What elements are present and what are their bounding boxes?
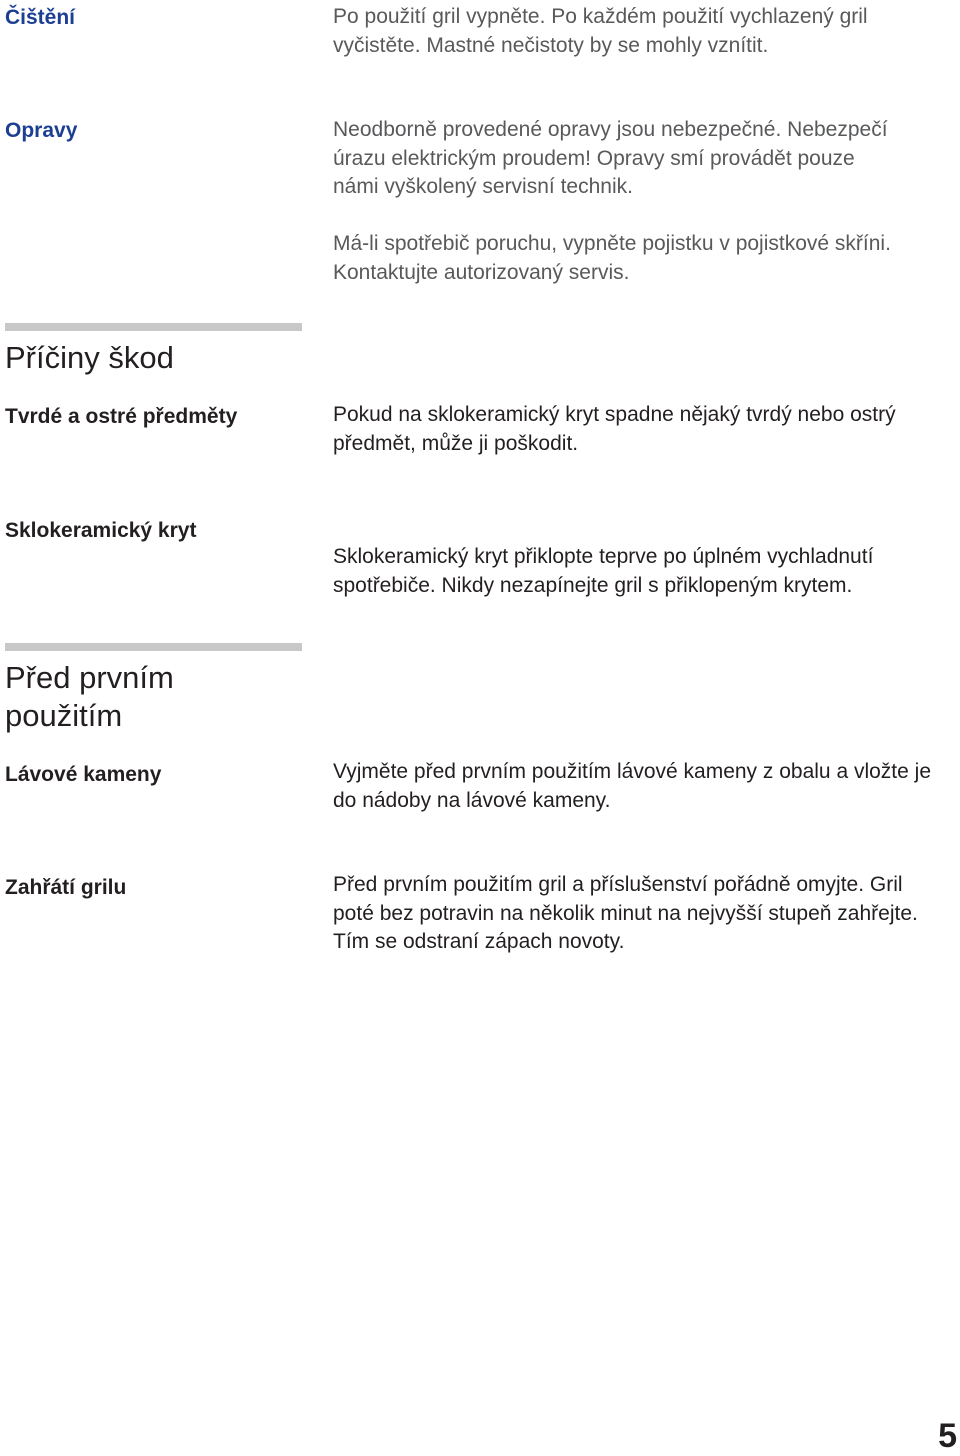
hard-objects-label: Tvrdé a ostré předměty: [5, 405, 238, 428]
heating-label: Zahřátí grilu: [5, 876, 127, 899]
heating-paragraph: Před prvním použitím gril a příslušenství pořádně omyjte. Gril poté bez potravin na několik minut na nejvyšší stupeň zahřejte. Tím se odstraní zápach novoty.: [333, 873, 918, 953]
damage-heading: Příčiny škod: [5, 340, 174, 375]
section-divider-first-use: [5, 643, 302, 651]
lava-stones-text: [333, 758, 955, 815]
first-use-heading-line-1: Před prvním: [5, 660, 174, 695]
hard-objects-line-1: Pokud na sklokeramický kryt spadne nějaký tvrdý nebo ostrý: [333, 403, 896, 426]
cover-label: Sklokeramický kryt: [5, 519, 197, 542]
cover-text: [333, 543, 955, 600]
cleaning-label: Čištění: [5, 6, 76, 29]
lava-stones-label: Lávové kameny: [5, 763, 162, 786]
lava-stones-paragraph: Vyjměte před prvním použitím lávové kameny z obalu a vložte je do nádoby na lávové kameny.: [333, 760, 931, 812]
hard-objects-line-2: předmět, může ji poškodit.: [333, 431, 579, 455]
section-divider-damage: [5, 323, 302, 331]
page-number: 5: [938, 1417, 957, 1455]
repairs-paragraph-2: Má-li spotřebič poruchu, vypněte pojistku v pojistkové skříni. Kontaktujte autorizovaný servis.: [333, 232, 891, 284]
heating-text: [333, 871, 955, 957]
hard-objects-text: [333, 401, 955, 458]
cleaning-paragraph: Po použití gril vypněte. Po každém použití vychlazený gril vyčistěte. Mastné nečistoty by se mohly vznítit.: [333, 5, 868, 57]
repairs-text-2: [333, 230, 955, 287]
repairs-label: Opravy: [5, 119, 78, 142]
repairs-text-1: [333, 116, 955, 202]
first-use-heading-line-2: použitím: [5, 698, 123, 733]
cover-paragraph: Sklokeramický kryt přiklopte teprve po úplném vychladnutí spotřebiče. Nikdy nezapínejte gril s přiklopeným krytem.: [333, 545, 874, 597]
first-use-heading: [5, 659, 325, 735]
cleaning-text: [333, 3, 955, 60]
repairs-paragraph-1: Neodborně provedené opravy jsou nebezpečné. Nebezpečí úrazu elektrickým proudem! Opravy smí provádět pouze námi vyškolený servisní technik.: [333, 118, 888, 198]
